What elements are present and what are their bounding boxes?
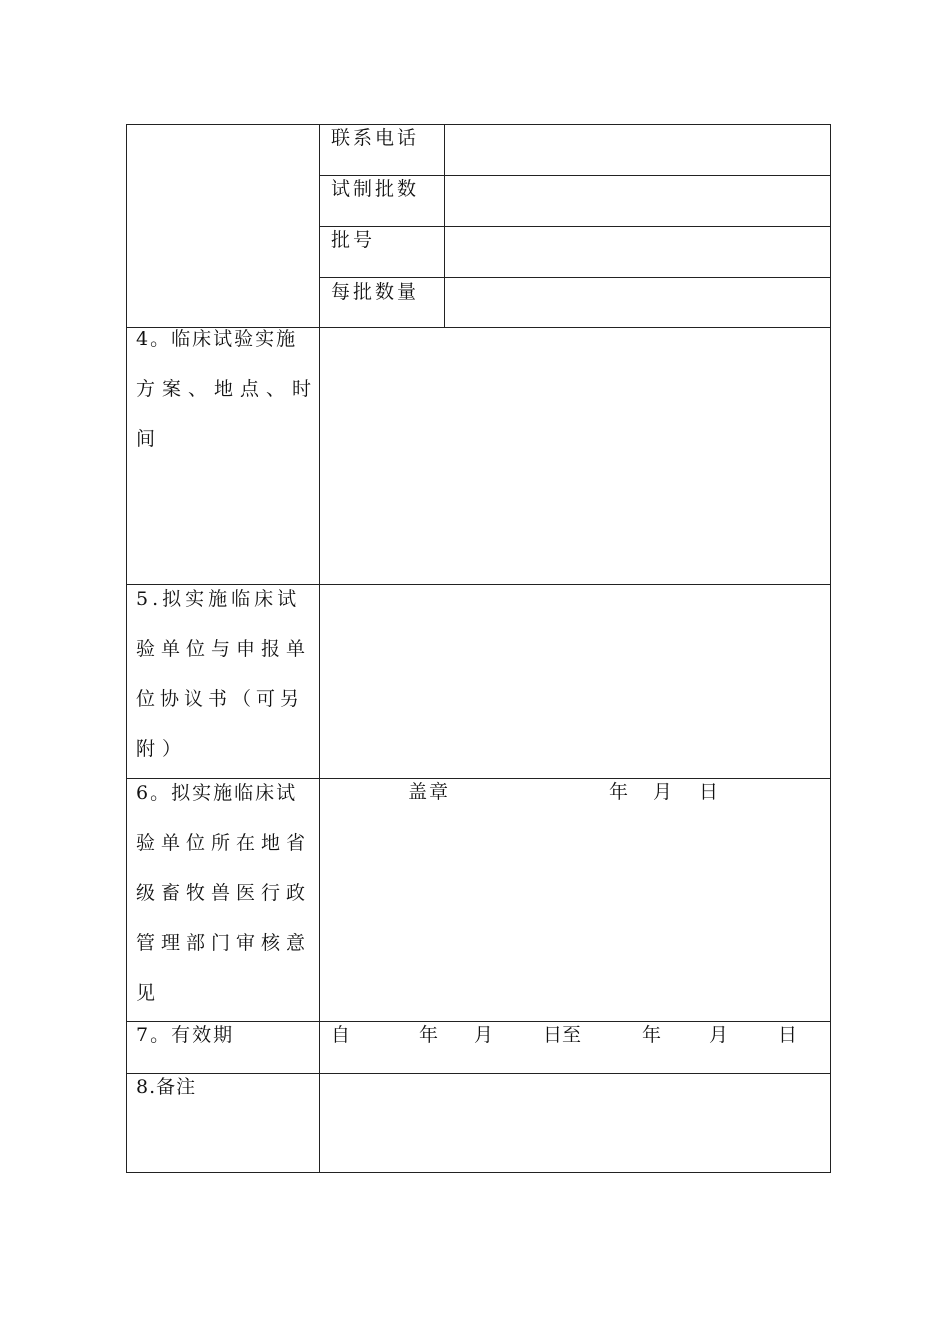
validity-month2-label: 月: [709, 1024, 729, 1046]
section6-line-2: 验单位所在地省: [136, 832, 312, 854]
section7-label: 7。有效期: [136, 1024, 235, 1046]
section4-line-1: 4。临床试验实施: [136, 328, 298, 350]
left-blank-cell: [126, 124, 321, 329]
validity-from-label: 自: [331, 1024, 351, 1046]
section5-line-4: 附）: [136, 738, 189, 760]
section5-line-2: 验单位与申报单: [136, 638, 312, 660]
section4-line-3: 间: [136, 428, 163, 450]
section6-line-1: 6。拟实施临床试: [136, 782, 298, 804]
section4-label: [136, 314, 318, 464]
section6-line-3: 级畜牧兽医行政: [136, 882, 312, 904]
validity-year2-label: 年: [642, 1024, 662, 1046]
section6-year-label: 年: [609, 781, 629, 803]
qty-value-cell[interactable]: [444, 277, 831, 329]
qty-label: 每批数量: [331, 281, 420, 303]
phone-value-cell[interactable]: [444, 124, 831, 177]
section6-line-5: 见: [136, 982, 163, 1004]
section6-day-label: 日: [699, 781, 719, 803]
validity-year1-label: 年: [419, 1024, 439, 1046]
batchno-label: 批号: [331, 229, 376, 251]
section4-value-cell[interactable]: [319, 327, 831, 586]
section6-label: [136, 768, 311, 1018]
section8-label: 8.备注: [136, 1076, 197, 1098]
section8-value-cell[interactable]: [319, 1073, 831, 1173]
phone-label: 联系电话: [331, 127, 420, 149]
section4-line-2: 方案、地点、时: [136, 378, 319, 400]
section6-value-cell[interactable]: [319, 778, 831, 1023]
section5-line-3: 位协议书（可另: [136, 688, 305, 710]
validity-day2-label: 日: [778, 1024, 798, 1046]
validity-dayto-label: 日至: [543, 1024, 582, 1046]
seal-label: 盖章: [408, 781, 451, 803]
section5-value-cell[interactable]: [319, 584, 831, 780]
section5-line-1: 5.拟实施临床试: [136, 588, 301, 610]
section5-label: [136, 574, 311, 774]
section6-line-4: 管理部门审核意: [136, 932, 312, 954]
batchno-value-cell[interactable]: [444, 226, 831, 279]
batches-label: 试制批数: [331, 178, 420, 200]
validity-month1-label: 月: [474, 1024, 494, 1046]
batches-value-cell[interactable]: [444, 175, 831, 228]
section6-month-label: 月: [653, 781, 673, 803]
